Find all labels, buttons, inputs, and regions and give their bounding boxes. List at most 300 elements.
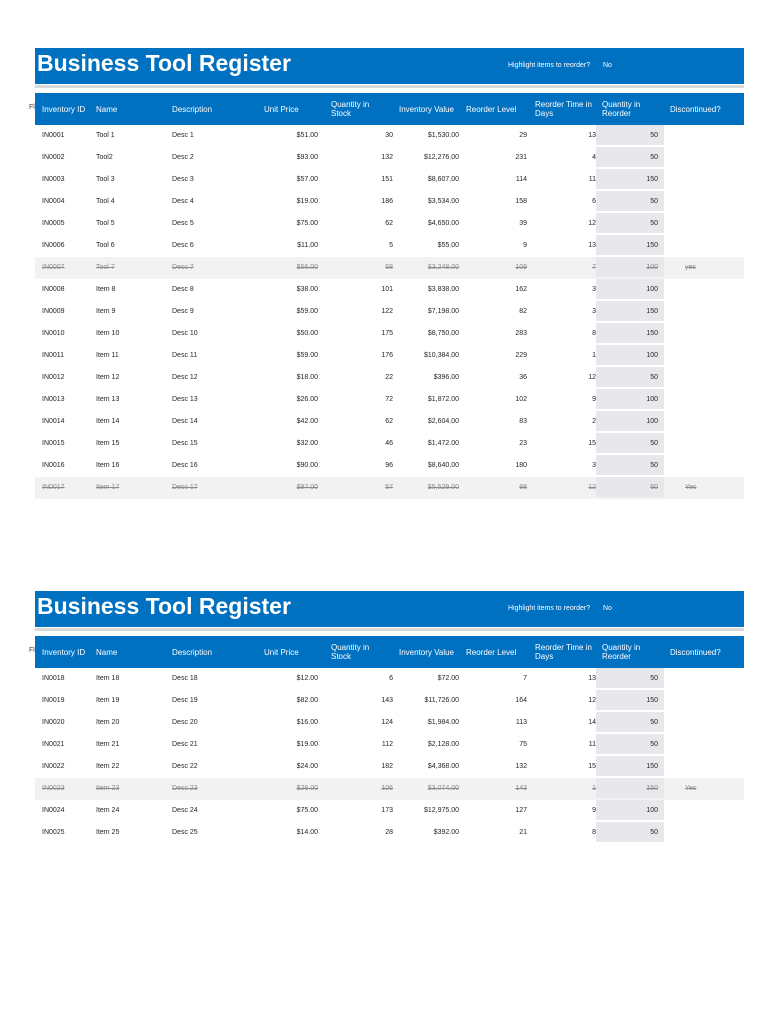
- inventory-id-cell[interactable]: IN0019: [42, 697, 65, 704]
- discontinued-cell[interactable]: [685, 756, 725, 778]
- discontinued-cell[interactable]: [685, 668, 725, 690]
- description-cell[interactable]: Desc 7: [172, 264, 194, 271]
- description-cell[interactable]: Desc 19: [172, 697, 198, 704]
- unit-price-cell[interactable]: $56.00: [296, 264, 318, 271]
- inventory-id-cell[interactable]: IN0003: [42, 176, 65, 183]
- name-cell[interactable]: Item 9: [96, 308, 116, 315]
- inventory-id-cell[interactable]: IN0018: [42, 675, 65, 682]
- unit-price-cell[interactable]: $16.00: [296, 719, 318, 726]
- table-row[interactable]: [35, 301, 744, 323]
- highlight-reorder-label: Highlight items to reorder?: [508, 605, 591, 612]
- col-header-reorder-level[interactable]: Reorder Level: [466, 104, 517, 114]
- reorder-level-cell[interactable]: 229: [515, 352, 527, 359]
- inventory-id-cell[interactable]: IN0023: [42, 785, 65, 792]
- unit-price-cell[interactable]: $29.00: [296, 785, 318, 792]
- discontinued-cell[interactable]: [685, 279, 725, 301]
- col-header-quantity-in-reorder[interactable]: Quantity in Reorder: [602, 100, 641, 118]
- reorder-time-cell[interactable]: 15: [588, 440, 596, 447]
- inventory-id-cell[interactable]: IN0004: [42, 198, 65, 205]
- reorder-level-cell[interactable]: 36: [519, 374, 527, 381]
- description-cell[interactable]: Desc 25: [172, 829, 198, 836]
- reorder-time-cell[interactable]: 1: [592, 352, 596, 359]
- inventory-id-cell[interactable]: IN0002: [42, 154, 65, 161]
- inventory-value-cell[interactable]: $10,384.00: [423, 352, 459, 359]
- quantity-in-stock-cell[interactable]: 122: [381, 308, 393, 315]
- description-cell[interactable]: Desc 20: [172, 719, 198, 726]
- table-row[interactable]: [35, 756, 744, 778]
- reorder-level-cell[interactable]: 180: [515, 462, 527, 469]
- unit-price-cell[interactable]: $19.00: [296, 741, 318, 748]
- unit-price-cell[interactable]: $82.00: [296, 697, 318, 704]
- reorder-level-cell[interactable]: 9: [523, 242, 527, 249]
- unit-price-cell[interactable]: $50.00: [296, 330, 318, 337]
- reorder-level-cell[interactable]: 82: [519, 308, 527, 315]
- discontinued-cell[interactable]: [685, 169, 725, 191]
- reorder-time-cell[interactable]: 12: [588, 374, 596, 381]
- reorder-level-cell[interactable]: 21: [519, 829, 527, 836]
- quantity-in-stock-cell[interactable]: 72: [385, 396, 393, 403]
- description-cell[interactable]: Desc 11: [172, 352, 198, 359]
- description-cell[interactable]: Desc 14: [172, 418, 198, 425]
- quantity-in-stock-cell[interactable]: 28: [385, 829, 393, 836]
- reorder-level-cell[interactable]: 127: [515, 807, 527, 814]
- discontinued-cell[interactable]: [685, 147, 725, 169]
- discontinued-cell[interactable]: [685, 411, 725, 433]
- quantity-in-stock-cell[interactable]: 182: [381, 763, 393, 770]
- discontinued-cell[interactable]: [685, 800, 725, 822]
- table-row[interactable]: [35, 235, 744, 257]
- description-cell[interactable]: Desc 3: [172, 176, 194, 183]
- reorder-level-cell[interactable]: 143: [515, 785, 527, 792]
- inventory-value-cell[interactable]: $4,650.00: [427, 220, 459, 227]
- quantity-in-stock-cell[interactable]: 173: [381, 807, 393, 814]
- description-cell[interactable]: Desc 21: [172, 741, 198, 748]
- description-cell[interactable]: Desc 8: [172, 286, 194, 293]
- table-row[interactable]: [35, 800, 744, 822]
- quantity-in-stock-cell[interactable]: 106: [381, 785, 393, 792]
- quantity-in-stock-cell[interactable]: 124: [381, 719, 393, 726]
- quantity-in-stock-cell[interactable]: 186: [381, 198, 393, 205]
- unit-price-cell[interactable]: $75.00: [296, 220, 318, 227]
- description-cell[interactable]: Desc 17: [172, 484, 198, 491]
- quantity-in-reorder-cell[interactable]: 50: [650, 374, 658, 381]
- reorder-level-cell[interactable]: 231: [515, 154, 527, 161]
- quantity-in-stock-cell[interactable]: 62: [385, 220, 393, 227]
- highlight-reorder-value[interactable]: No: [603, 605, 612, 612]
- inventory-value-cell[interactable]: $3,838.00: [427, 286, 459, 293]
- quantity-in-stock-cell[interactable]: 143: [381, 697, 393, 704]
- name-cell[interactable]: Tool 6: [96, 242, 115, 249]
- table-row[interactable]: [35, 778, 744, 800]
- unit-price-cell[interactable]: $90.00: [296, 462, 318, 469]
- reorder-level-cell[interactable]: 164: [515, 697, 527, 704]
- table-row[interactable]: [35, 734, 744, 756]
- col-header-unit-price[interactable]: Unit Price: [264, 647, 299, 657]
- reorder-time-cell[interactable]: 6: [592, 198, 596, 205]
- quantity-in-reorder-cell[interactable]: 50: [650, 719, 658, 726]
- description-cell[interactable]: Desc 10: [172, 330, 198, 337]
- quantity-in-reorder-cell[interactable]: 50: [650, 198, 658, 205]
- discontinued-cell[interactable]: [685, 712, 725, 734]
- inventory-id-cell[interactable]: IN0008: [42, 286, 65, 293]
- inventory-id-cell[interactable]: IN0001: [42, 132, 65, 139]
- inventory-value-cell[interactable]: $1,530.00: [427, 132, 459, 139]
- inventory-value-cell[interactable]: $12,276.00: [423, 154, 459, 161]
- quantity-in-reorder-cell[interactable]: 100: [646, 286, 658, 293]
- name-cell[interactable]: Tool 7: [96, 264, 115, 271]
- inventory-value-cell[interactable]: $392.00: [433, 829, 459, 836]
- quantity-in-reorder-cell[interactable]: 150: [646, 176, 658, 183]
- discontinued-cell[interactable]: [685, 301, 725, 323]
- unit-price-cell[interactable]: $24.00: [296, 763, 318, 770]
- unit-price-cell[interactable]: $12.00: [296, 675, 318, 682]
- reorder-level-cell[interactable]: 39: [519, 220, 527, 227]
- description-cell[interactable]: Desc 18: [172, 675, 198, 682]
- quantity-in-reorder-cell[interactable]: 50: [650, 440, 658, 447]
- inventory-value-cell[interactable]: $72.00: [437, 675, 459, 682]
- name-cell[interactable]: Item 14: [96, 418, 120, 425]
- reorder-time-cell[interactable]: 13: [588, 675, 596, 682]
- unit-price-cell[interactable]: $93.00: [296, 154, 318, 161]
- unit-price-cell[interactable]: $42.00: [296, 418, 318, 425]
- table-row[interactable]: [35, 345, 744, 367]
- quantity-in-reorder-cell[interactable]: 100: [646, 396, 658, 403]
- discontinued-cell[interactable]: Yes: [685, 785, 697, 792]
- quantity-in-reorder-cell[interactable]: 150: [646, 785, 658, 792]
- inventory-id-cell[interactable]: IN0011: [42, 352, 65, 359]
- description-cell[interactable]: Desc 13: [172, 396, 198, 403]
- inventory-value-cell[interactable]: $2,128.00: [427, 741, 459, 748]
- reorder-time-cell[interactable]: 2: [592, 418, 596, 425]
- discontinued-cell[interactable]: [685, 125, 725, 147]
- inventory-value-cell[interactable]: $1,984.00: [427, 719, 459, 726]
- inventory-id-cell[interactable]: IN0025: [42, 829, 65, 836]
- reorder-time-cell[interactable]: 3: [592, 308, 596, 315]
- inventory-id-cell[interactable]: IN0017: [42, 484, 65, 491]
- table-row[interactable]: [35, 367, 744, 389]
- quantity-in-reorder-cell[interactable]: 100: [646, 352, 658, 359]
- discontinued-cell[interactable]: [685, 433, 725, 455]
- col-header-quantity-in-stock[interactable]: Quantity in Stock: [331, 643, 370, 661]
- inventory-id-cell[interactable]: IN0010: [42, 330, 65, 337]
- reorder-time-cell[interactable]: 9: [592, 396, 596, 403]
- quantity-in-reorder-cell[interactable]: 100: [646, 418, 658, 425]
- reorder-time-cell[interactable]: 12: [588, 220, 596, 227]
- col-header-quantity-in-stock[interactable]: Quantity in Stock: [331, 100, 370, 118]
- table-row[interactable]: [35, 822, 744, 844]
- inventory-value-cell[interactable]: $3,248.00: [427, 264, 459, 271]
- quantity-in-reorder-cell[interactable]: 150: [646, 330, 658, 337]
- inventory-value-cell[interactable]: $8,750.00: [427, 330, 459, 337]
- inventory-id-cell[interactable]: IN0022: [42, 763, 65, 770]
- description-cell[interactable]: Desc 15: [172, 440, 198, 447]
- discontinued-cell[interactable]: Yes: [685, 484, 697, 491]
- discontinued-cell[interactable]: [685, 389, 725, 411]
- col-header-reorder-time[interactable]: Reorder Time in Days: [535, 100, 592, 118]
- quantity-in-stock-cell[interactable]: 96: [385, 462, 393, 469]
- col-header-description[interactable]: Description: [172, 104, 213, 114]
- reorder-time-cell[interactable]: 15: [588, 763, 596, 770]
- inventory-id-cell[interactable]: IN0005: [42, 220, 65, 227]
- name-cell[interactable]: Item 22: [96, 763, 120, 770]
- name-cell[interactable]: Item 21: [96, 741, 120, 748]
- col-header-inventory-value[interactable]: Inventory Value: [399, 104, 454, 114]
- col-header-discontinued[interactable]: Discontinued?: [670, 647, 721, 657]
- reorder-level-cell[interactable]: 102: [515, 396, 527, 403]
- table-row[interactable]: [35, 191, 744, 213]
- reorder-time-cell[interactable]: 1: [592, 785, 596, 792]
- inventory-id-cell[interactable]: IN0009: [42, 308, 65, 315]
- quantity-in-stock-cell[interactable]: 6: [389, 675, 393, 682]
- table-row[interactable]: [35, 411, 744, 433]
- reorder-level-cell[interactable]: 162: [515, 286, 527, 293]
- quantity-in-reorder-cell[interactable]: 150: [646, 242, 658, 249]
- unit-price-cell[interactable]: $38.00: [296, 286, 318, 293]
- inventory-value-cell[interactable]: $3,074.00: [427, 785, 459, 792]
- col-header-unit-price[interactable]: Unit Price: [264, 104, 299, 114]
- inventory-id-cell[interactable]: IN0012: [42, 374, 65, 381]
- reorder-time-cell[interactable]: 3: [592, 462, 596, 469]
- name-cell[interactable]: Item 19: [96, 697, 120, 704]
- quantity-in-reorder-cell[interactable]: 50: [650, 220, 658, 227]
- inventory-id-cell[interactable]: IN0007: [42, 264, 65, 271]
- reorder-time-cell[interactable]: 13: [588, 132, 596, 139]
- discontinued-cell[interactable]: [685, 213, 725, 235]
- description-cell[interactable]: Desc 6: [172, 242, 194, 249]
- col-header-description[interactable]: Description: [172, 647, 213, 657]
- reorder-level-cell[interactable]: 132: [515, 763, 527, 770]
- inventory-value-cell[interactable]: $1,472.00: [427, 440, 459, 447]
- discontinued-cell[interactable]: [685, 345, 725, 367]
- reorder-level-cell[interactable]: 88: [519, 484, 527, 491]
- inventory-id-cell[interactable]: IN0015: [42, 440, 65, 447]
- title-divider: [35, 628, 744, 631]
- reorder-time-cell[interactable]: 7: [592, 264, 596, 271]
- quantity-in-stock-cell[interactable]: 62: [385, 418, 393, 425]
- name-cell[interactable]: Item 25: [96, 829, 120, 836]
- name-cell[interactable]: Item 20: [96, 719, 120, 726]
- quantity-in-stock-cell[interactable]: 57: [385, 484, 393, 491]
- inventory-value-cell[interactable]: $396.00: [433, 374, 459, 381]
- reorder-level-cell[interactable]: 23: [519, 440, 527, 447]
- reorder-time-cell[interactable]: 12: [588, 484, 596, 491]
- col-header-discontinued[interactable]: Discontinued?: [670, 104, 721, 114]
- quantity-in-reorder-cell[interactable]: 50: [650, 741, 658, 748]
- reorder-time-cell[interactable]: 8: [592, 330, 596, 337]
- discontinued-cell[interactable]: [685, 734, 725, 756]
- discontinued-cell[interactable]: [685, 455, 725, 477]
- reorder-time-cell[interactable]: 8: [592, 829, 596, 836]
- name-cell[interactable]: Item 12: [96, 374, 120, 381]
- quantity-in-reorder-cell[interactable]: 100: [646, 807, 658, 814]
- table-row[interactable]: [35, 323, 744, 345]
- unit-price-cell[interactable]: $97.00: [296, 484, 318, 491]
- quantity-in-stock-cell[interactable]: 151: [381, 176, 393, 183]
- col-header-name[interactable]: Name: [96, 647, 118, 657]
- col-header-inventory-id[interactable]: Inventory ID: [42, 104, 86, 114]
- quantity-in-stock-cell[interactable]: 5: [389, 242, 393, 249]
- unit-price-cell[interactable]: $11.00: [297, 242, 318, 249]
- name-cell[interactable]: Item 24: [96, 807, 120, 814]
- quantity-in-reorder-cell[interactable]: 50: [650, 829, 658, 836]
- unit-price-cell[interactable]: $59.00: [296, 308, 318, 315]
- highlight-reorder-value[interactable]: No: [603, 62, 612, 69]
- discontinued-cell[interactable]: [685, 690, 725, 712]
- unit-price-cell[interactable]: $19.00: [296, 198, 318, 205]
- name-cell[interactable]: Item 17: [96, 484, 120, 491]
- inventory-value-cell[interactable]: $12,975.00: [423, 807, 459, 814]
- discontinued-cell[interactable]: [685, 822, 725, 844]
- col-header-inventory-value[interactable]: Inventory Value: [399, 647, 454, 657]
- quantity-in-reorder-cell[interactable]: 50: [650, 462, 658, 469]
- reorder-level-cell[interactable]: 7: [523, 675, 527, 682]
- quantity-in-stock-cell[interactable]: 112: [381, 741, 393, 748]
- reorder-level-cell[interactable]: 114: [515, 176, 527, 183]
- description-cell[interactable]: Desc 12: [172, 374, 198, 381]
- name-cell[interactable]: Item 10: [96, 330, 120, 337]
- inventory-id-cell[interactable]: IN0013: [42, 396, 65, 403]
- reorder-time-cell[interactable]: 14: [588, 719, 596, 726]
- reorder-time-cell[interactable]: 11: [588, 176, 596, 183]
- table-row[interactable]: [35, 455, 744, 477]
- inventory-value-cell[interactable]: $4,368.00: [427, 763, 459, 770]
- table-row[interactable]: [35, 433, 744, 455]
- inventory-value-cell[interactable]: $5,529.00: [427, 484, 459, 491]
- discontinued-cell[interactable]: [685, 367, 725, 389]
- inventory-id-cell[interactable]: IN0016: [42, 462, 65, 469]
- quantity-in-reorder-cell[interactable]: 50: [650, 484, 658, 491]
- unit-price-cell[interactable]: $32.00: [296, 440, 318, 447]
- description-cell[interactable]: Desc 4: [172, 198, 194, 205]
- reorder-level-cell[interactable]: 113: [515, 719, 527, 726]
- name-cell[interactable]: Item 15: [96, 440, 120, 447]
- description-cell[interactable]: Desc 24: [172, 807, 198, 814]
- quantity-in-stock-cell[interactable]: 30: [385, 132, 393, 139]
- reorder-time-cell[interactable]: 3: [592, 286, 596, 293]
- inventory-id-cell[interactable]: IN0021: [42, 741, 65, 748]
- quantity-in-reorder-cell[interactable]: 150: [646, 763, 658, 770]
- quantity-in-stock-cell[interactable]: 132: [381, 154, 393, 161]
- quantity-in-reorder-cell[interactable]: 50: [650, 675, 658, 682]
- inventory-id-cell[interactable]: IN0014: [42, 418, 65, 425]
- unit-price-cell[interactable]: $14.00: [296, 829, 318, 836]
- discontinued-cell[interactable]: [685, 323, 725, 345]
- reorder-level-cell[interactable]: 109: [515, 264, 527, 271]
- quantity-in-stock-cell[interactable]: 58: [385, 264, 393, 271]
- unit-price-cell[interactable]: $51.00: [296, 132, 318, 139]
- name-cell[interactable]: Tool2: [96, 154, 113, 161]
- name-cell[interactable]: Tool 1: [96, 132, 115, 139]
- inventory-id-cell[interactable]: IN0006: [42, 242, 65, 249]
- table-row[interactable]: [35, 668, 744, 690]
- reorder-level-cell[interactable]: 83: [519, 418, 527, 425]
- name-cell[interactable]: Item 23: [96, 785, 120, 792]
- unit-price-cell[interactable]: $18.00: [296, 374, 318, 381]
- col-header-inventory-id[interactable]: Inventory ID: [42, 647, 86, 657]
- description-cell[interactable]: Desc 23: [172, 785, 198, 792]
- col-header-reorder-level[interactable]: Reorder Level: [466, 647, 517, 657]
- reorder-time-cell[interactable]: 11: [588, 741, 596, 748]
- table-row[interactable]: [35, 279, 744, 301]
- inventory-value-cell[interactable]: $55.00: [437, 242, 459, 249]
- page-title: Business Tool Register: [37, 593, 291, 619]
- discontinued-cell[interactable]: [685, 235, 725, 257]
- description-cell[interactable]: Desc 2: [172, 154, 194, 161]
- table-row[interactable]: [35, 712, 744, 734]
- table-row[interactable]: [35, 213, 744, 235]
- reorder-time-cell[interactable]: 12: [588, 697, 596, 704]
- table-row[interactable]: [35, 169, 744, 191]
- col-header-reorder-time[interactable]: Reorder Time in Days: [535, 643, 592, 661]
- unit-price-cell[interactable]: $57.00: [296, 176, 318, 183]
- name-cell[interactable]: Item 11: [96, 352, 119, 359]
- quantity-in-stock-cell[interactable]: 101: [381, 286, 393, 293]
- reorder-level-cell[interactable]: 283: [515, 330, 527, 337]
- name-cell[interactable]: Item 16: [96, 462, 120, 469]
- discontinued-cell[interactable]: yes: [685, 264, 696, 271]
- quantity-in-reorder-cell[interactable]: 100: [646, 264, 658, 271]
- reorder-level-cell[interactable]: 158: [515, 198, 527, 205]
- inventory-value-cell[interactable]: $7,198.00: [427, 308, 459, 315]
- quantity-in-stock-cell[interactable]: 176: [381, 352, 393, 359]
- quantity-in-reorder-cell[interactable]: 50: [650, 154, 658, 161]
- quantity-in-reorder-cell[interactable]: 50: [650, 132, 658, 139]
- description-cell[interactable]: Desc 1: [172, 132, 194, 139]
- name-cell[interactable]: Item 18: [96, 675, 120, 682]
- inventory-value-cell[interactable]: $1,872.00: [427, 396, 459, 403]
- name-cell[interactable]: Item 8: [96, 286, 116, 293]
- reorder-level-cell[interactable]: 75: [519, 741, 527, 748]
- quantity-in-stock-cell[interactable]: 22: [385, 374, 393, 381]
- col-header-quantity-in-reorder[interactable]: Quantity in Reorder: [602, 643, 641, 661]
- inventory-id-cell[interactable]: IN0020: [42, 719, 65, 726]
- description-cell[interactable]: Desc 5: [172, 220, 194, 227]
- inventory-value-cell[interactable]: $11,726.00: [424, 697, 459, 704]
- inventory-value-cell[interactable]: $3,534.00: [427, 198, 459, 205]
- table-row[interactable]: [35, 690, 744, 712]
- name-cell[interactable]: Tool 5: [96, 220, 115, 227]
- inventory-value-cell[interactable]: $8,607.00: [427, 176, 459, 183]
- name-cell[interactable]: Tool 4: [96, 198, 115, 205]
- description-cell[interactable]: Desc 16: [172, 462, 198, 469]
- description-cell[interactable]: Desc 9: [172, 308, 194, 315]
- quantity-in-stock-cell[interactable]: 46: [385, 440, 393, 447]
- name-cell[interactable]: Tool 3: [96, 176, 115, 183]
- table-row[interactable]: [35, 389, 744, 411]
- table-row[interactable]: [35, 147, 744, 169]
- col-header-name[interactable]: Name: [96, 104, 118, 114]
- quantity-in-reorder-cell[interactable]: 150: [646, 308, 658, 315]
- inventory-value-cell[interactable]: $8,640.00: [427, 462, 459, 469]
- unit-price-cell[interactable]: $26.00: [296, 396, 318, 403]
- reorder-time-cell[interactable]: 13: [588, 242, 596, 249]
- reorder-level-cell[interactable]: 29: [519, 132, 527, 139]
- name-cell[interactable]: Item 13: [96, 396, 120, 403]
- reorder-time-cell[interactable]: 9: [592, 807, 596, 814]
- inventory-id-cell[interactable]: IN0024: [42, 807, 65, 814]
- table-row[interactable]: [35, 477, 744, 499]
- table-row[interactable]: [35, 125, 744, 147]
- quantity-in-stock-cell[interactable]: 175: [381, 330, 393, 337]
- reorder-time-cell[interactable]: 4: [592, 154, 596, 161]
- unit-price-cell[interactable]: $59.00: [296, 352, 318, 359]
- unit-price-cell[interactable]: $75.00: [296, 807, 318, 814]
- description-cell[interactable]: Desc 22: [172, 763, 198, 770]
- table-row[interactable]: [35, 257, 744, 279]
- inventory-value-cell[interactable]: $2,604.00: [427, 418, 459, 425]
- quantity-in-reorder-cell[interactable]: 150: [646, 697, 658, 704]
- discontinued-cell[interactable]: [685, 191, 725, 213]
